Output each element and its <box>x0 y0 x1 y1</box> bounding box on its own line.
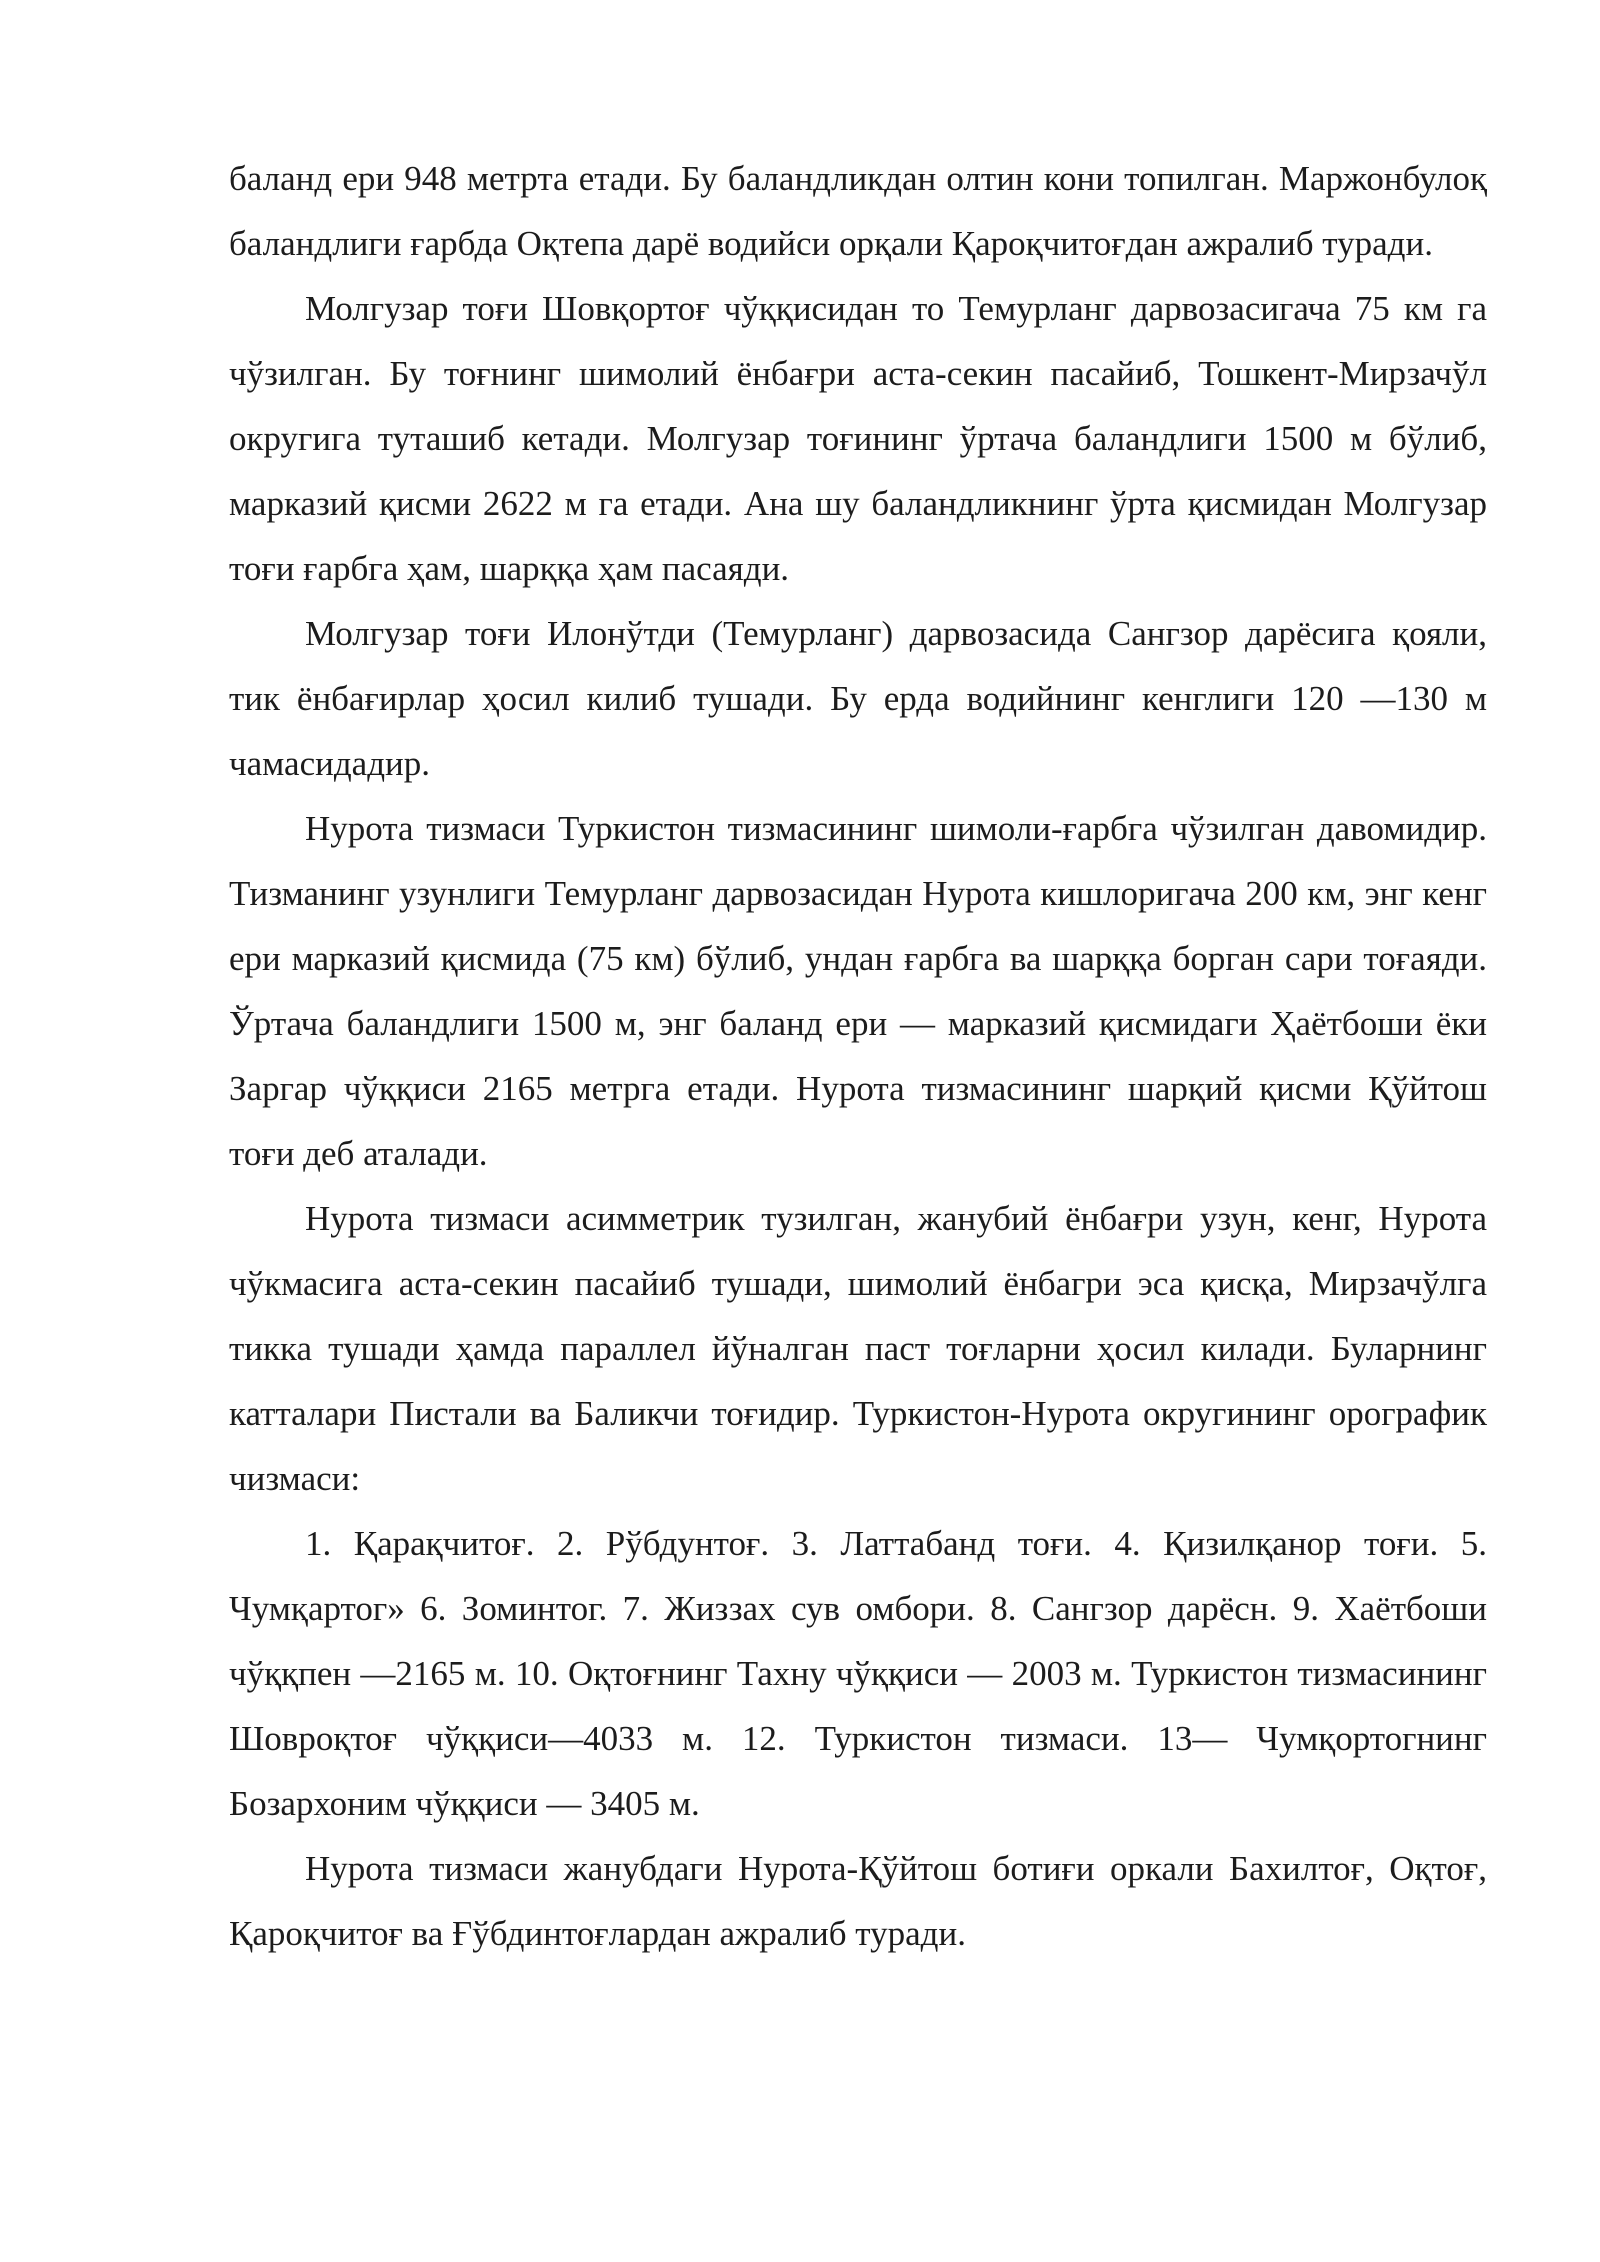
paragraph-7: Нурота тизмаси жанубдаги Нурота-Қўйтош ботиғи оркали Бахилтоғ, Оқтоғ, Қароқчитоғ ва Ғўбдинтоғлардан ажралиб туради. <box>229 1849 1487 1953</box>
paragraph-5: Нурота тизмаси асимметрик тузилган, жанубий ёнбағри узун, кенг, Нурота чўкмасига аста-секин пасайиб тушади, шимолий ёнбагри эса қисқа, Мирзачўлга тикка тушади ҳамда параллел йўналган паст тоғларни ҳосил килади. Буларнинг катталари Пистали ва Баликчи тоғидир. Туркистон-Нурота округининг орографик чизмаси: <box>229 1199 1487 1498</box>
paragraph-1: баланд ери 948 метрта етади. Бу баландликдан олтин кони топилган. Маржонбулоқ баландлиги ғарбда Оқтепа дарё водийси орқали Қароқчитоғдан ажралиб туради. <box>229 159 1487 263</box>
paragraph-6-legend: 1. Қарақчитоғ. 2. Рўбдунтоғ. 3. Латтабанд тоғи. 4. Қизилқанор тоғи. 5. Чумқартог» 6. Зоминтог. 7. Жиззах сув омбори. 8. Сангзор дарёсн. 9. Хаётбоши чўққпен —2165 м. 10. Оқтоғнинг Тахну чўққиси — 2003 м. Туркистон тизмасининг Шовроқтоғ чўққиси—4033 м. 12. Туркистон тизмаси. 13— Чумқортогнинг Бозархоним чўққиси — 3405 м. <box>229 1524 1487 1823</box>
paragraph-2: Молгузар тоғи Шовқортоғ чўққисидан то Темурланг дарвозасигача 75 км га чўзилган. Бу тоғнинг шимолий ёнбағри аста-секин пасайиб, Тошкент-Мирзачўл округига туташиб кетади. Молгузар тоғининг ўртача баландлиги 1500 м бўлиб, марказий қисми 2622 м га етади. Ана шу баландликнинг ўрта қисмидан Молгузар тоғи ғарбга ҳам, шарққа ҳам пасаяди. <box>229 289 1487 588</box>
paragraph-4: Нурота тизмаси Туркистон тизмасининг шимоли-ғарбга чўзилган давомидир. Тизманинг узунлиги Темурланг дарвозасидан Нурота кишлоригача 200 км, энг кенг ери марказий қисмида (75 км) бўлиб, ундан ғарбга ва шарққа борган сари тоғаяди. Ўртача баландлиги 1500 м, энг баланд ери — марказий қисмидаги Ҳаётбоши ёки Заргар чўққиси 2165 метрга етади. Нурота тизмасининг шарқий қисми Қўйтош тоғи деб аталади. <box>229 809 1487 1173</box>
paragraph-3: Молгузар тоғи Илонўтди (Темурланг) дарвозасида Сангзор дарёсига қояли, тик ёнбағирлар ҳосил килиб тушади. Бу ерда водийнинг кенглиги 120 —130 м чамасидадир. <box>229 614 1487 783</box>
body-text <box>229 146 1487 1966</box>
